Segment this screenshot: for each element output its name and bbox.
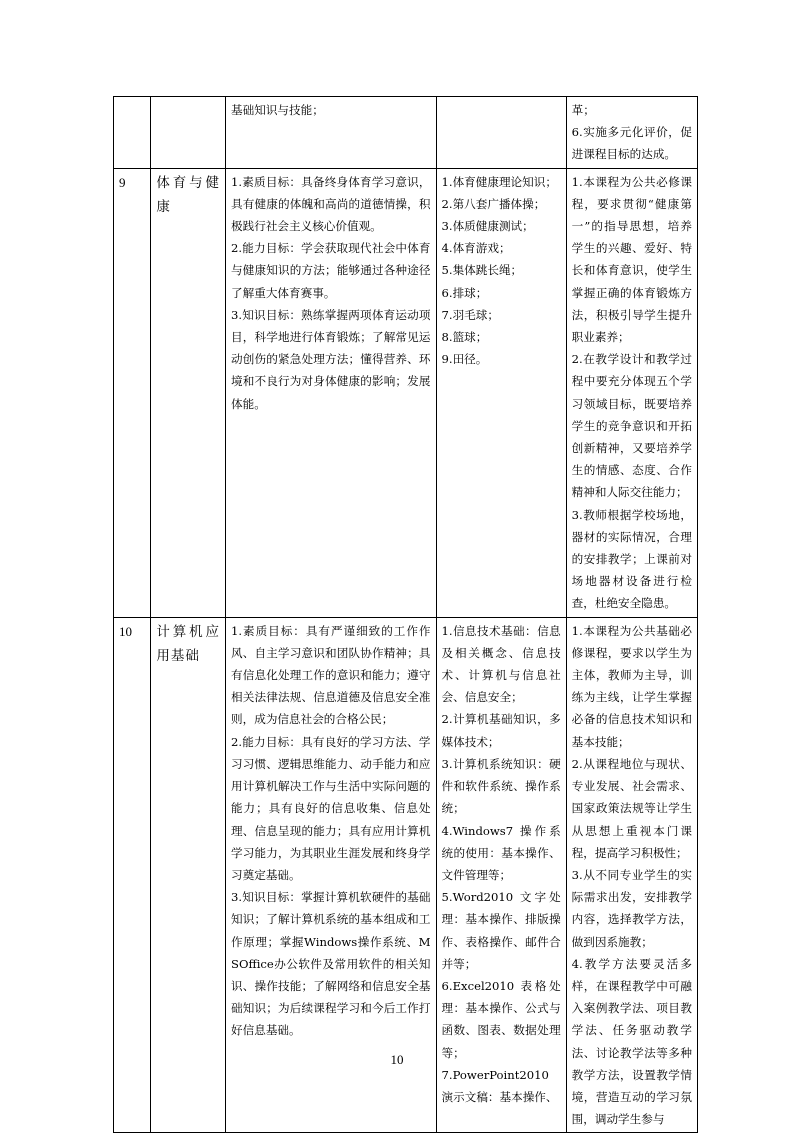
requirement-text: 1.本课程为公共必修课程，要求贯彻“健康第一”的指导思想，培养学生的兴趣、爱好、特长和体育意识，使学生掌握正确的体育锻炼方法，积极引导学生提升职业素养； [571, 174, 692, 345]
teaching-requirements-cell [566, 97, 697, 169]
course-goals-cell [226, 97, 437, 169]
requirement-text: 6.实施多元化评价，促进课程目标的达成。 [571, 125, 692, 162]
content-item: 6.排球； [441, 285, 488, 300]
goal-text: 2.能力目标：学会获取现代社会中体育与健康知识的方法；能够通过各种途径了解重大体育赛事。 [231, 241, 431, 300]
row-number-cell: 9 [114, 168, 151, 617]
course-table [113, 96, 698, 1133]
requirement-text: 2.在教学设计和教学过程中要充分体现五个学习领域目标，既要培养学生的竞争意识和开拓创新精神，又要培养学生的情感、态度、合作精神和人际交往能力； [571, 352, 692, 500]
content-item: 7.羽毛球； [441, 307, 499, 322]
content-item: 5.Word2010 文字处理：基本操作、排版操作、表格操作、邮件合并等； [441, 890, 561, 971]
course-content-cell [436, 97, 566, 169]
table-row [114, 168, 698, 617]
content-item: 6.Excel2010 表格处理：基本操作、公式与函数、图表、数据处理等； [441, 978, 561, 1060]
course-name-cell [151, 97, 226, 169]
requirement-text: 革； [571, 103, 595, 117]
content-item: 3.体质健康测试； [441, 219, 534, 234]
content-item: 4.体育游戏； [441, 241, 511, 256]
course-content-cell [436, 168, 566, 617]
content-item: 2.第八套广播体操； [441, 196, 546, 211]
content-item: 1.体育健康理论知识； [441, 174, 557, 189]
content-item: 7.PowerPoint2010 演示文稿：基本操作、 [441, 1067, 558, 1104]
table-row [114, 97, 698, 169]
content-item: 4.Windows7 操作系统的使用：基本操作、文件管理等； [441, 823, 561, 882]
content-item: 2.计算机基础知识，多媒体技术； [441, 712, 561, 749]
goal-text: 3.知识目标：熟练掌握两项体育运动项目，科学地进行体育锻炼；了解常见运动创伤的紧急处理方法；懂得营养、环境和不良行为对身体健康的影响；发展体能。 [231, 307, 431, 411]
content-item: 1.信息技术基础：信息及相关概念、信息技术、计算机与信息社会、信息安全； [441, 623, 561, 705]
requirement-text: 3.从不同专业学生的实际需求出发，安排教学内容，选择教学方法，做到因系施教； [571, 867, 692, 949]
content-item: 8.篮球； [441, 330, 488, 345]
goal-text: 2.能力目标：具有良好的学习方法、学习习惯、逻辑思维能力、动手能力和应用计算机解决工作与生活中实际问题的能力；具有良好的信息收集、信息处理、信息呈现的能力；具有应用计算机学习能力，为其职业生涯发展和终身学习奠定基础。 [231, 734, 431, 882]
content-item: 5.集体跳长绳； [441, 263, 523, 278]
requirement-text: 2.从课程地位与现状、专业发展、社会需求、国家政策法规等让学生从思想上重视本门课程，提高学习积极性； [571, 756, 692, 860]
row-number-cell [114, 97, 151, 169]
goal-text: 基础知识与技能； [231, 103, 324, 117]
row-number-cell: 10 [114, 617, 151, 1133]
goal-text: 1.素质目标：具有严谨细致的工作作风、自主学习意识和团队协作精神；具有信息化处理工作的意识和能力；遵守相关法律法规、信息道德及信息安全准则，成为信息社会的合格公民； [231, 623, 431, 727]
course-name-cell: 计算机应用基础 [151, 617, 226, 1133]
goal-text: 1.素质目标：具备终身体育学习意识，具有健康的体魄和高尚的道德情操，积极践行社会主义核心价值观。 [231, 174, 431, 234]
teaching-requirements-cell [566, 168, 697, 617]
content-item: 3.计算机系统知识：硬件和软件系统、操作系统； [441, 756, 561, 816]
content-item: 9.田径。 [441, 352, 488, 367]
requirement-text: 3.教师根据学校场地，器材的实际情况，合理的安排教学；上课前对场地器材设备进行检查，杜绝安全隐患。 [571, 507, 692, 611]
requirement-text: 4.教学方法要灵活多样，在课程教学中可融入案例教学法、项目教学法、任务驱动教学法、讨论教学法等多种教学方法，设置教学情境，营造互动的学习氛围，调动学生参与 [571, 956, 692, 1127]
requirement-text: 1.本课程为公共基础必修课程，要求以学生为主体，教师为主导，训练为主线，让学生掌握必备的信息技术知识和基本技能； [571, 623, 692, 749]
goal-text: 3.知识目标：掌握计算机软硬件的基础知识；了解计算机系统的基本组成和工作原理；掌握Windows操作系统、MSOffice办公软件及常用软件的相关知识、操作技能；了解网络和信息安全基础知识；为后续课程学习和今后工作打好信息基础。 [231, 890, 431, 1038]
course-goals-cell [226, 168, 437, 617]
course-name-cell: 体育与健康 [151, 168, 226, 617]
page-number: 10 [390, 1052, 404, 1067]
